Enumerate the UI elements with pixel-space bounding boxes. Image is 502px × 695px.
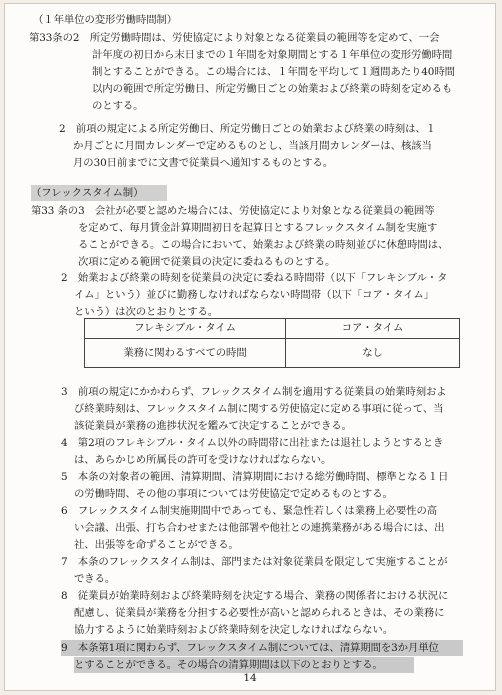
article-33-3-line: 次項に定める範囲で従業員の決定に委ねるものとする。 [78,256,336,268]
article-33-3-item-line: 7 本条のフレックスタイム制は、部門または対象従業員を限定して実施することが [61,556,448,568]
article-33-2-line: 以内の範囲で所定労働日、所定労働日ごとの始業および終業の時刻を定めるも [92,83,453,95]
article-33-3-line: を定めて、毎月賃金計算期間初日を起算日とするフレックスタイム制を実施す [78,222,438,234]
article-33-3-item-line: 該従業員が業務の進捗状況を鑑みて決定することができる。 [74,420,352,432]
table-header-row [85,319,460,339]
article-33-3-item-line: び終業時刻は、フレックスタイム制に関する労使協定に定める事項に従って、当 [74,403,444,415]
section-title-flextime: （フレックスタイム制） [31,185,167,201]
article-33-2-line: 制とすることができる。この場合には、１年間を平均して１週間あたり40時間 [92,66,455,78]
article-33-3-item-line: 8 従業員が始業時刻および終業時刻を決定する場合、業務の関係者における状況に [61,590,449,602]
article-33-2-para2-line: か月ごとに月間カレンダーで定めるものとし、当該月間カレンダーは、核該当 [73,140,432,152]
article-33-3-item-line: い会議、出張、打ち合わせまたは他部署や他社との連携業務がある場合には、出 [74,522,445,534]
article-33-3-item-line: 協力するように始業時刻および終業時刻を決定しなければならない。 [74,624,394,636]
article-33-3-item-line: は、あらかじめ所属長の許可を受けなければならない。 [74,454,332,466]
section-title-annual-variable-hours: （１年単位の変形労働時間制） [33,14,178,26]
article-33-3-para2-line: 2 始業および終業の時刻を従業員の決定に委ねる時間帯（以下「フレキシブル・タ [61,272,448,284]
article-33-2-line: のとする。 [92,100,144,112]
article-33-3-item-line: 4 第2項のフレキシブル・タイム以外の時間帯に出社または退社しようとするとき [61,437,444,449]
document-page [4,3,496,691]
article-33-2-line: 第33条の2 所定労働時間は、労使協定により対象となる従業員の範囲等を定めて、一会 [29,32,440,44]
table-row [85,339,460,368]
article-33-3-item-line: 配慮し、従業員が業務を分担する必要性が高いと認められるときは、その業務に [74,607,445,619]
article-33-3-item-line: 5 本条の対象者の範囲、清算期間、清算期間における総労働時間、標準となる１日 [61,471,449,483]
article-33-3-item-line: できる。 [74,573,116,585]
page-number: 14 [243,672,257,684]
article-33-3-item-line: 3 前項の規定にかかわらず、フレックスタイム制を適用する従業員の始業時刻およ [61,386,447,398]
table-header-core-time: コア・タイム [286,319,460,339]
table-header-flexible-time: フレキシブル・タイム [85,319,286,339]
article-33-3-item-line: 6 フレックスタイム制実施期間中であっても、緊急性若しくは業務上必要性の高 [61,505,438,517]
table-cell-flexible-time: 業務に関わるすべての時間 [85,339,286,368]
article-33-2-para2-line: 月の30日前までに文書で従業員へ通知するものとする。 [73,157,333,169]
article-33-3-line: 第33 条の3 会社が必要と認めた場合には、労使協定により対象となる従業員の範囲等 [31,205,435,217]
article-33-3-item-9-line: とすることができる。その場合の清算期間は以下のとおりとする。 [74,657,414,673]
article-33-3-item-line: 社、出張等を命ずることができる。 [74,539,239,551]
article-33-3-para2-line: イム」という）並びに勤務しなければならない時間帯（以下「コア・タイム」 [74,289,434,301]
article-33-3-item-9-line: 9 本条第1項に関わらず、フレックスタイム制については、清算期間を3か月単位 [61,640,463,656]
article-33-3-item-line: の労働時間、その他の事項については労使協定で定めるものとする。 [74,488,393,500]
flextime-table [84,318,460,368]
article-33-3-para2-line: という）は次のとおりとする。 [74,306,219,318]
article-33-2-line: 計年度の初日から末日までの１年間を対象期間とする１年単位の変形労働時間 [92,49,453,61]
article-33-3-line: ることができる。この場合において、始業および終業の時刻並びに休憩時間は、 [78,239,449,251]
article-33-2-para2-line: 2 前項の規定による所定労働日、所定労働日ごとの始業および終業の時刻は、１ [59,123,436,135]
table-cell-core-time: なし [286,339,460,368]
